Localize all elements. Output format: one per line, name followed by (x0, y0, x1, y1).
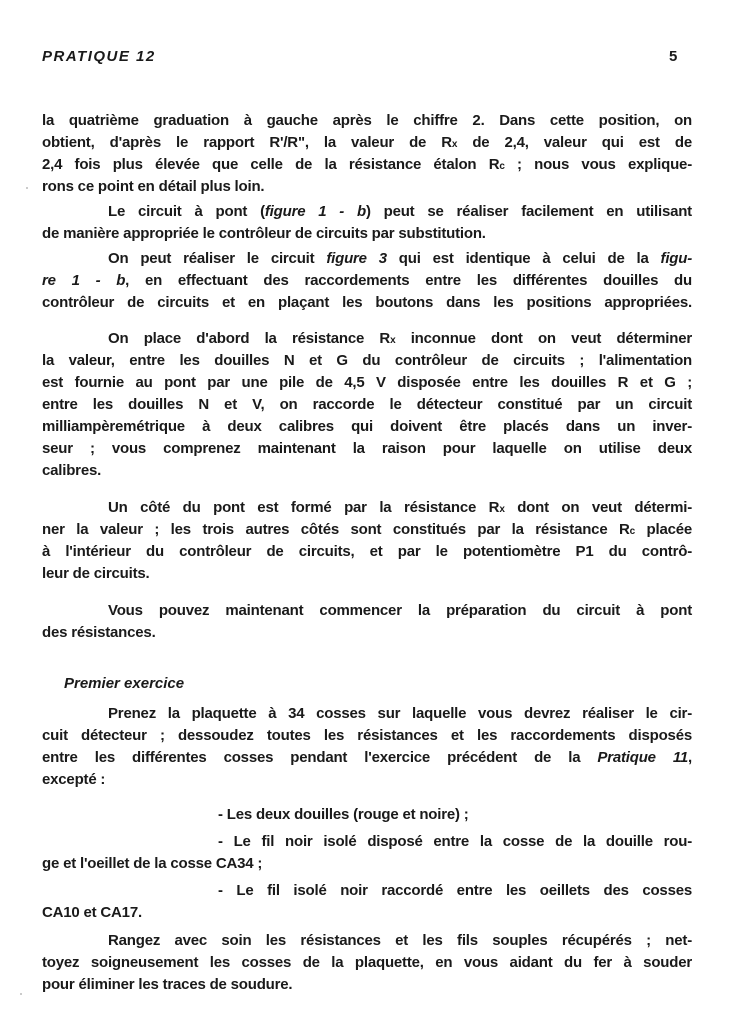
text-line: pour éliminer les traces de soudure. (42, 976, 293, 993)
scan-speck (20, 993, 22, 995)
list-item: - Les deux douilles (rouge et noire) ; (218, 806, 469, 823)
text-line: calibres. (42, 462, 102, 479)
scan-speck (26, 187, 28, 189)
list-item-continuation: ge et l'oeillet de la cosse CA34 ; (42, 855, 263, 872)
text-line: à l'intérieur du contrôleur de circuits, et par le potentiomètre P1 du contrô- (42, 543, 692, 560)
page-number: 5 (669, 48, 678, 65)
text-line: ner la valeur ; les trois autres côtés sont constitués par la résistance Rc placée (42, 521, 693, 538)
text-line: Vous pouvez maintenant commencer la préparation du circuit à pont (108, 602, 692, 619)
text-line: Le circuit à pont (figure 1 - b) peut se réaliser facilement en utilisant (108, 203, 692, 220)
text-line: On peut réaliser le circuit figure 3 qui est identique à celui de la figu- (108, 250, 693, 267)
text-line: leur de circuits. (42, 565, 150, 582)
text-line: est fournie au pont par une pile de 4,5 V disposée entre les douilles R et G ; (42, 374, 692, 391)
text-line: entre les différentes cosses pendant l'exercice précédent de la Pratique 11, (42, 749, 692, 766)
list-item-continuation: CA10 et CA17. (42, 904, 142, 921)
text-line: re 1 - b, en effectuant des raccordements entre les différentes douilles du (42, 272, 692, 289)
running-header-title: PRATIQUE 12 (42, 48, 156, 65)
text-line: de manière appropriée le contrôleur de circuits par substitution. (42, 225, 486, 242)
list-item: - Le fil noir isolé disposé entre la cosse de la douille rou- (218, 833, 692, 850)
text-line: des résistances. (42, 624, 156, 641)
text-line: la quatrième graduation à gauche après le chiffre 2. Dans cette position, on (42, 112, 692, 129)
text-line: rons ce point en détail plus loin. (42, 178, 265, 195)
text-line: contrôleur de circuits et en plaçant les boutons dans les positions appropriées. (42, 294, 692, 311)
text-line: obtient, d'après le rapport R'/R", la valeur de Rx de 2,4, valeur qui est de (42, 134, 692, 151)
text-line: 2,4 fois plus élevée que celle de la résistance étalon Rc ; nous vous explique- (42, 156, 692, 173)
text-line: excepté : (42, 771, 106, 788)
text-line: Un côté du pont est formé par la résistance Rx dont on veut détermi- (108, 499, 692, 516)
text-line: toyez soigneusement les cosses de la plaquette, en vous aidant du fer à souder (42, 954, 692, 971)
text-line: entre les douilles N et V, on raccorde le détecteur constitué par un circuit (42, 396, 692, 413)
text-line: la valeur, entre les douilles N et G du contrôleur de circuits ; l'alimentation (42, 352, 692, 369)
text-line: On place d'abord la résistance Rx inconnue dont on veut déterminer (108, 330, 692, 347)
text-line: Prenez la plaquette à 34 cosses sur laquelle vous devrez réaliser le cir- (108, 705, 692, 722)
section-heading: Premier exercice (64, 675, 185, 692)
text-line: seur ; vous comprenez maintenant la raison pour laquelle on utilise deux (42, 440, 692, 457)
text-line: milliampèremétrique à deux calibres qui doivent être placés dans un inver- (42, 418, 692, 435)
list-item: - Le fil isolé noir raccordé entre les oeillets des cosses (218, 882, 692, 899)
text-line: Rangez avec soin les résistances et les fils souples récupérés ; net- (108, 932, 692, 949)
text-line: cuit détecteur ; dessoudez toutes les résistances et les raccordements disposés (42, 727, 692, 744)
